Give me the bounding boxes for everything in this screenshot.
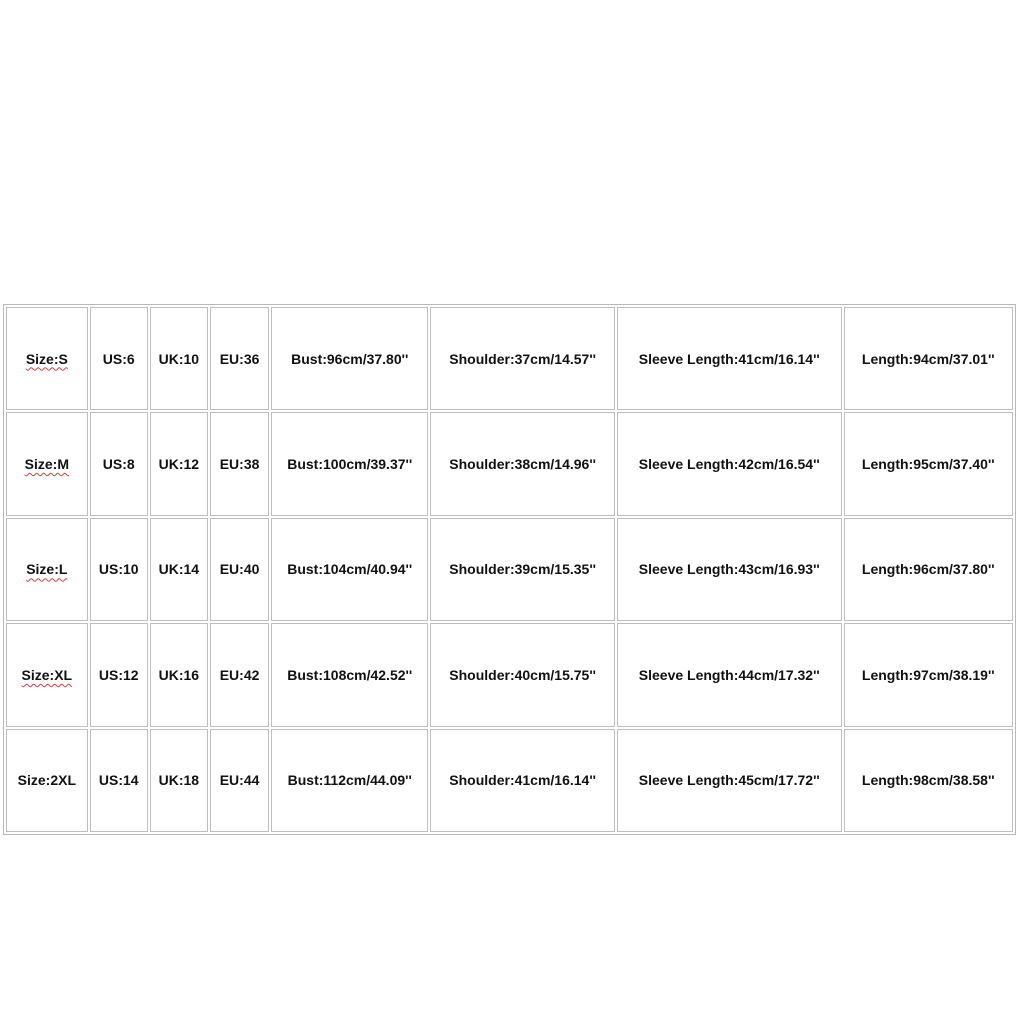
size-label: Size:S (25, 350, 68, 367)
size-cell (6, 518, 88, 621)
length-cell: Length:96cm/37.80'' (844, 518, 1013, 621)
us-size-cell: US:10 (90, 518, 148, 621)
shoulder-cell: Shoulder:37cm/14.57'' (430, 307, 615, 410)
uk-size-cell: UK:18 (150, 729, 208, 832)
table-row (6, 412, 1013, 515)
eu-size-cell: EU:44 (210, 729, 269, 832)
length-cell: Length:94cm/37.01'' (844, 307, 1013, 410)
uk-size-cell: UK:16 (150, 623, 208, 726)
uk-size-cell: UK:14 (150, 518, 208, 621)
shoulder-cell: Shoulder:41cm/16.14'' (430, 729, 615, 832)
bust-cell: Bust:96cm/37.80'' (271, 307, 428, 410)
size-chart-table (3, 304, 1016, 835)
uk-size-cell: UK:12 (150, 412, 208, 515)
size-cell (6, 307, 88, 410)
sleeve-length-cell: Sleeve Length:45cm/17.72'' (617, 729, 842, 832)
size-label: Size:XL (21, 666, 73, 683)
table-row (6, 518, 1013, 621)
bust-cell: Bust:104cm/40.94'' (271, 518, 428, 621)
length-cell: Length:97cm/38.19'' (844, 623, 1013, 726)
length-cell: Length:95cm/37.40'' (844, 412, 1013, 515)
size-cell (6, 623, 88, 726)
eu-size-cell: EU:38 (210, 412, 269, 515)
sleeve-length-cell: Sleeve Length:41cm/16.14'' (617, 307, 842, 410)
length-cell: Length:98cm/38.58'' (844, 729, 1013, 832)
shoulder-cell: Shoulder:40cm/15.75'' (430, 623, 615, 726)
sleeve-length-cell: Sleeve Length:43cm/16.93'' (617, 518, 842, 621)
bust-cell: Bust:100cm/39.37'' (271, 412, 428, 515)
us-size-cell: US:14 (90, 729, 148, 832)
sleeve-length-cell: Sleeve Length:42cm/16.54'' (617, 412, 842, 515)
size-label: Size:M (24, 456, 69, 473)
table-row (6, 729, 1013, 832)
size-label: Size:L (26, 561, 68, 578)
table-row (6, 623, 1013, 726)
bust-cell: Bust:108cm/42.52'' (271, 623, 428, 726)
eu-size-cell: EU:42 (210, 623, 269, 726)
us-size-cell: US:6 (90, 307, 148, 410)
eu-size-cell: EU:40 (210, 518, 269, 621)
table-row (6, 307, 1013, 410)
shoulder-cell: Shoulder:38cm/14.96'' (430, 412, 615, 515)
eu-size-cell: EU:36 (210, 307, 269, 410)
us-size-cell: US:8 (90, 412, 148, 515)
sleeve-length-cell: Sleeve Length:44cm/17.32'' (617, 623, 842, 726)
bust-cell: Bust:112cm/44.09'' (271, 729, 428, 832)
uk-size-cell: UK:10 (150, 307, 208, 410)
size-cell (6, 729, 88, 832)
shoulder-cell: Shoulder:39cm/15.35'' (430, 518, 615, 621)
us-size-cell: US:12 (90, 623, 148, 726)
size-cell (6, 412, 88, 515)
size-label: Size:2XL (17, 772, 76, 789)
